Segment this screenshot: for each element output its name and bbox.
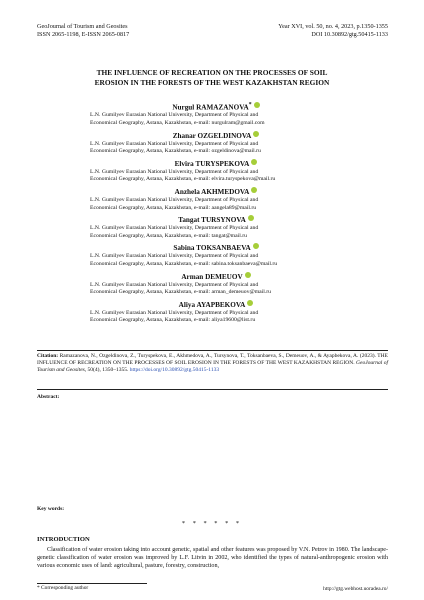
title-line-2: EROSION IN THE FORESTS OF THE WEST KAZAKHSTAN REGION — [94, 78, 330, 87]
affiliation-line: L.N. Gumilyev Eurasian National University, Department of Physical and — [90, 168, 259, 175]
author-name: Arman DEMEUOV — [181, 272, 243, 281]
issn: ISSN 2065-1198, E-ISSN 2065-0817 — [37, 31, 130, 39]
divider-top — [37, 350, 388, 351]
author-name-line — [90, 300, 342, 310]
citation-label: Citation: — [37, 353, 59, 359]
affiliation-line: L.N. Gumilyev Eurasian National University, Department of Physical and — [90, 112, 259, 119]
author-name-line — [90, 187, 342, 197]
affiliation-line: L.N. Gumilyev Eurasian National University, Department of Physical and — [90, 281, 259, 288]
doi: DOI 10.30892/gtg.50415-1133 — [311, 31, 388, 39]
author-name-line — [90, 215, 342, 225]
author-name-line — [90, 159, 342, 169]
intro-heading: INTRODUCTION — [37, 536, 90, 543]
author-block — [90, 131, 342, 156]
affiliation-line: Economical Geography, Astana, Kazakhstan, e-mail: nurgulram@gmail.com — [90, 119, 265, 126]
citation-authors: Ramazanova, N., Ozgeldinova, Z., Turyspekova, E., Akhmedova, A., Tursynova, T., Toksanbaeva, S., Demeuov, A., & Ayapbekova, A. (2023). THE INFLUENCE OF RECREATION ON THE PROCESSES OF SOIL EROSION IN THE FORESTS OF THE WEST KAZAKHSTAN REGION. — [37, 353, 388, 367]
author-block — [90, 272, 342, 297]
affiliation-line: Economical Geography, Astana, Kazakhstan, e-mail: arman_demeuov@mail.ru — [90, 289, 271, 296]
author-block — [90, 159, 342, 184]
affiliation-line: Economical Geography, Astana, Kazakhstan, e-mail: aangela89@mail.ru — [90, 204, 257, 211]
keywords-label: Key words: — [37, 506, 65, 512]
header-left — [37, 23, 129, 40]
author-name: Zhanar OZGELDINOVA — [172, 131, 252, 140]
orcid-icon[interactable] — [254, 102, 260, 108]
affiliation-line: Economical Geography, Astana, Kazakhstan, e-mail: aliya19600@list.ru — [90, 317, 256, 324]
footnote-rule — [37, 583, 147, 584]
orcid-icon[interactable] — [251, 187, 257, 193]
author-block — [90, 215, 342, 240]
header-right — [278, 23, 388, 40]
author-name: Anzhela AKHMEDOVA — [174, 187, 250, 196]
author-name-line — [90, 131, 342, 141]
citation-block — [37, 353, 388, 375]
abstract-block — [37, 394, 388, 401]
orcid-icon[interactable] — [251, 159, 257, 165]
affiliation-line: Economical Geography, Astana, Kazakhstan, e-mail: sabina.toksanbaeva@mail.ru — [90, 260, 278, 267]
author-name: Elvira TURYSPEKOVA — [174, 159, 250, 168]
affiliation-line: L.N. Gumilyev Eurasian National University, Department of Physical and — [90, 140, 259, 147]
footer-url[interactable]: http://gtg.webhost.uoradea.ro/ — [323, 586, 388, 592]
author-name: Aliya AYAPBEKOVA — [178, 300, 246, 309]
affiliation-line: Economical Geography, Astana, Kazakhstan, e-mail: tangat@mail.ru — [90, 232, 247, 239]
affiliation-line: Economical Geography, Astana, Kazakhstan, e-mail: ozgeldinova@mail.ru — [90, 148, 261, 155]
divider-middle — [37, 389, 388, 390]
author-block — [90, 243, 342, 268]
affiliation-line: L.N. Gumilyev Eurasian National University, Department of Physical and — [90, 253, 259, 260]
affiliation-line: L.N. Gumilyev Eurasian National University, Department of Physical and — [90, 225, 259, 232]
author-name-line — [90, 243, 342, 253]
journal-name: GeoJournal of Tourism and Geosites — [37, 23, 128, 30]
citation-doi-link[interactable]: https://doi.org/10.30892/gtg.50415-1133 — [129, 367, 220, 374]
keywords-block — [37, 506, 388, 513]
author-name-line — [90, 100, 342, 112]
author-name: Sabina TOKSANBAEVA — [173, 244, 251, 253]
orcid-icon[interactable] — [253, 131, 259, 137]
abstract-label: Abstract: — [37, 394, 60, 400]
author-block — [90, 187, 342, 212]
title-line-1: THE INFLUENCE OF RECREATION ON THE PROCESSES OF SOIL — [96, 68, 328, 77]
corresponding-mark: * — [248, 102, 252, 108]
author-name-line — [90, 272, 342, 282]
author-list — [90, 100, 342, 328]
author-block — [90, 300, 342, 325]
author-name: Tangat TURSYNOVA — [178, 216, 246, 225]
paper-title — [50, 68, 374, 88]
section-separator: * * * * * * — [181, 520, 243, 527]
orcid-icon[interactable] — [248, 215, 254, 221]
affiliation-line: L.N. Gumilyev Eurasian National University, Department of Physical and — [90, 309, 259, 316]
citation-pages: 50(4), 1350–1355. — [87, 367, 129, 374]
orcid-icon[interactable] — [247, 300, 253, 306]
citation-journal: GeoJournal of Tourism and Geosites, — [37, 360, 389, 374]
volume-info: Year XVI, vol. 50, no. 4, 2023, p.1350-1355 — [278, 23, 388, 30]
orcid-icon[interactable] — [253, 243, 259, 249]
affiliation-line: L.N. Gumilyev Eurasian National University, Department of Physical and — [90, 196, 259, 203]
affiliation-line: Economical Geography, Astana, Kazakhstan, e-mail: elvira.turyspekova@mail.ru — [90, 176, 276, 183]
intro-paragraph: Classification of water erosion taking into account genetic, spatial and other features was proposed by V.N. Petrov in 1980. The landscape-genetic classification of water erosion was improved by L.F. Litvin in 2002, who identified the types of natural-anthropogenic erosion with various economic uses of land: agricultural, pasture, forestry, construction, — [37, 547, 388, 570]
footnote: * Corresponding author — [37, 585, 89, 591]
orcid-icon[interactable] — [245, 272, 251, 278]
author-block — [90, 100, 342, 128]
author-name: Nurgul RAMAZANOVA — [172, 103, 249, 112]
